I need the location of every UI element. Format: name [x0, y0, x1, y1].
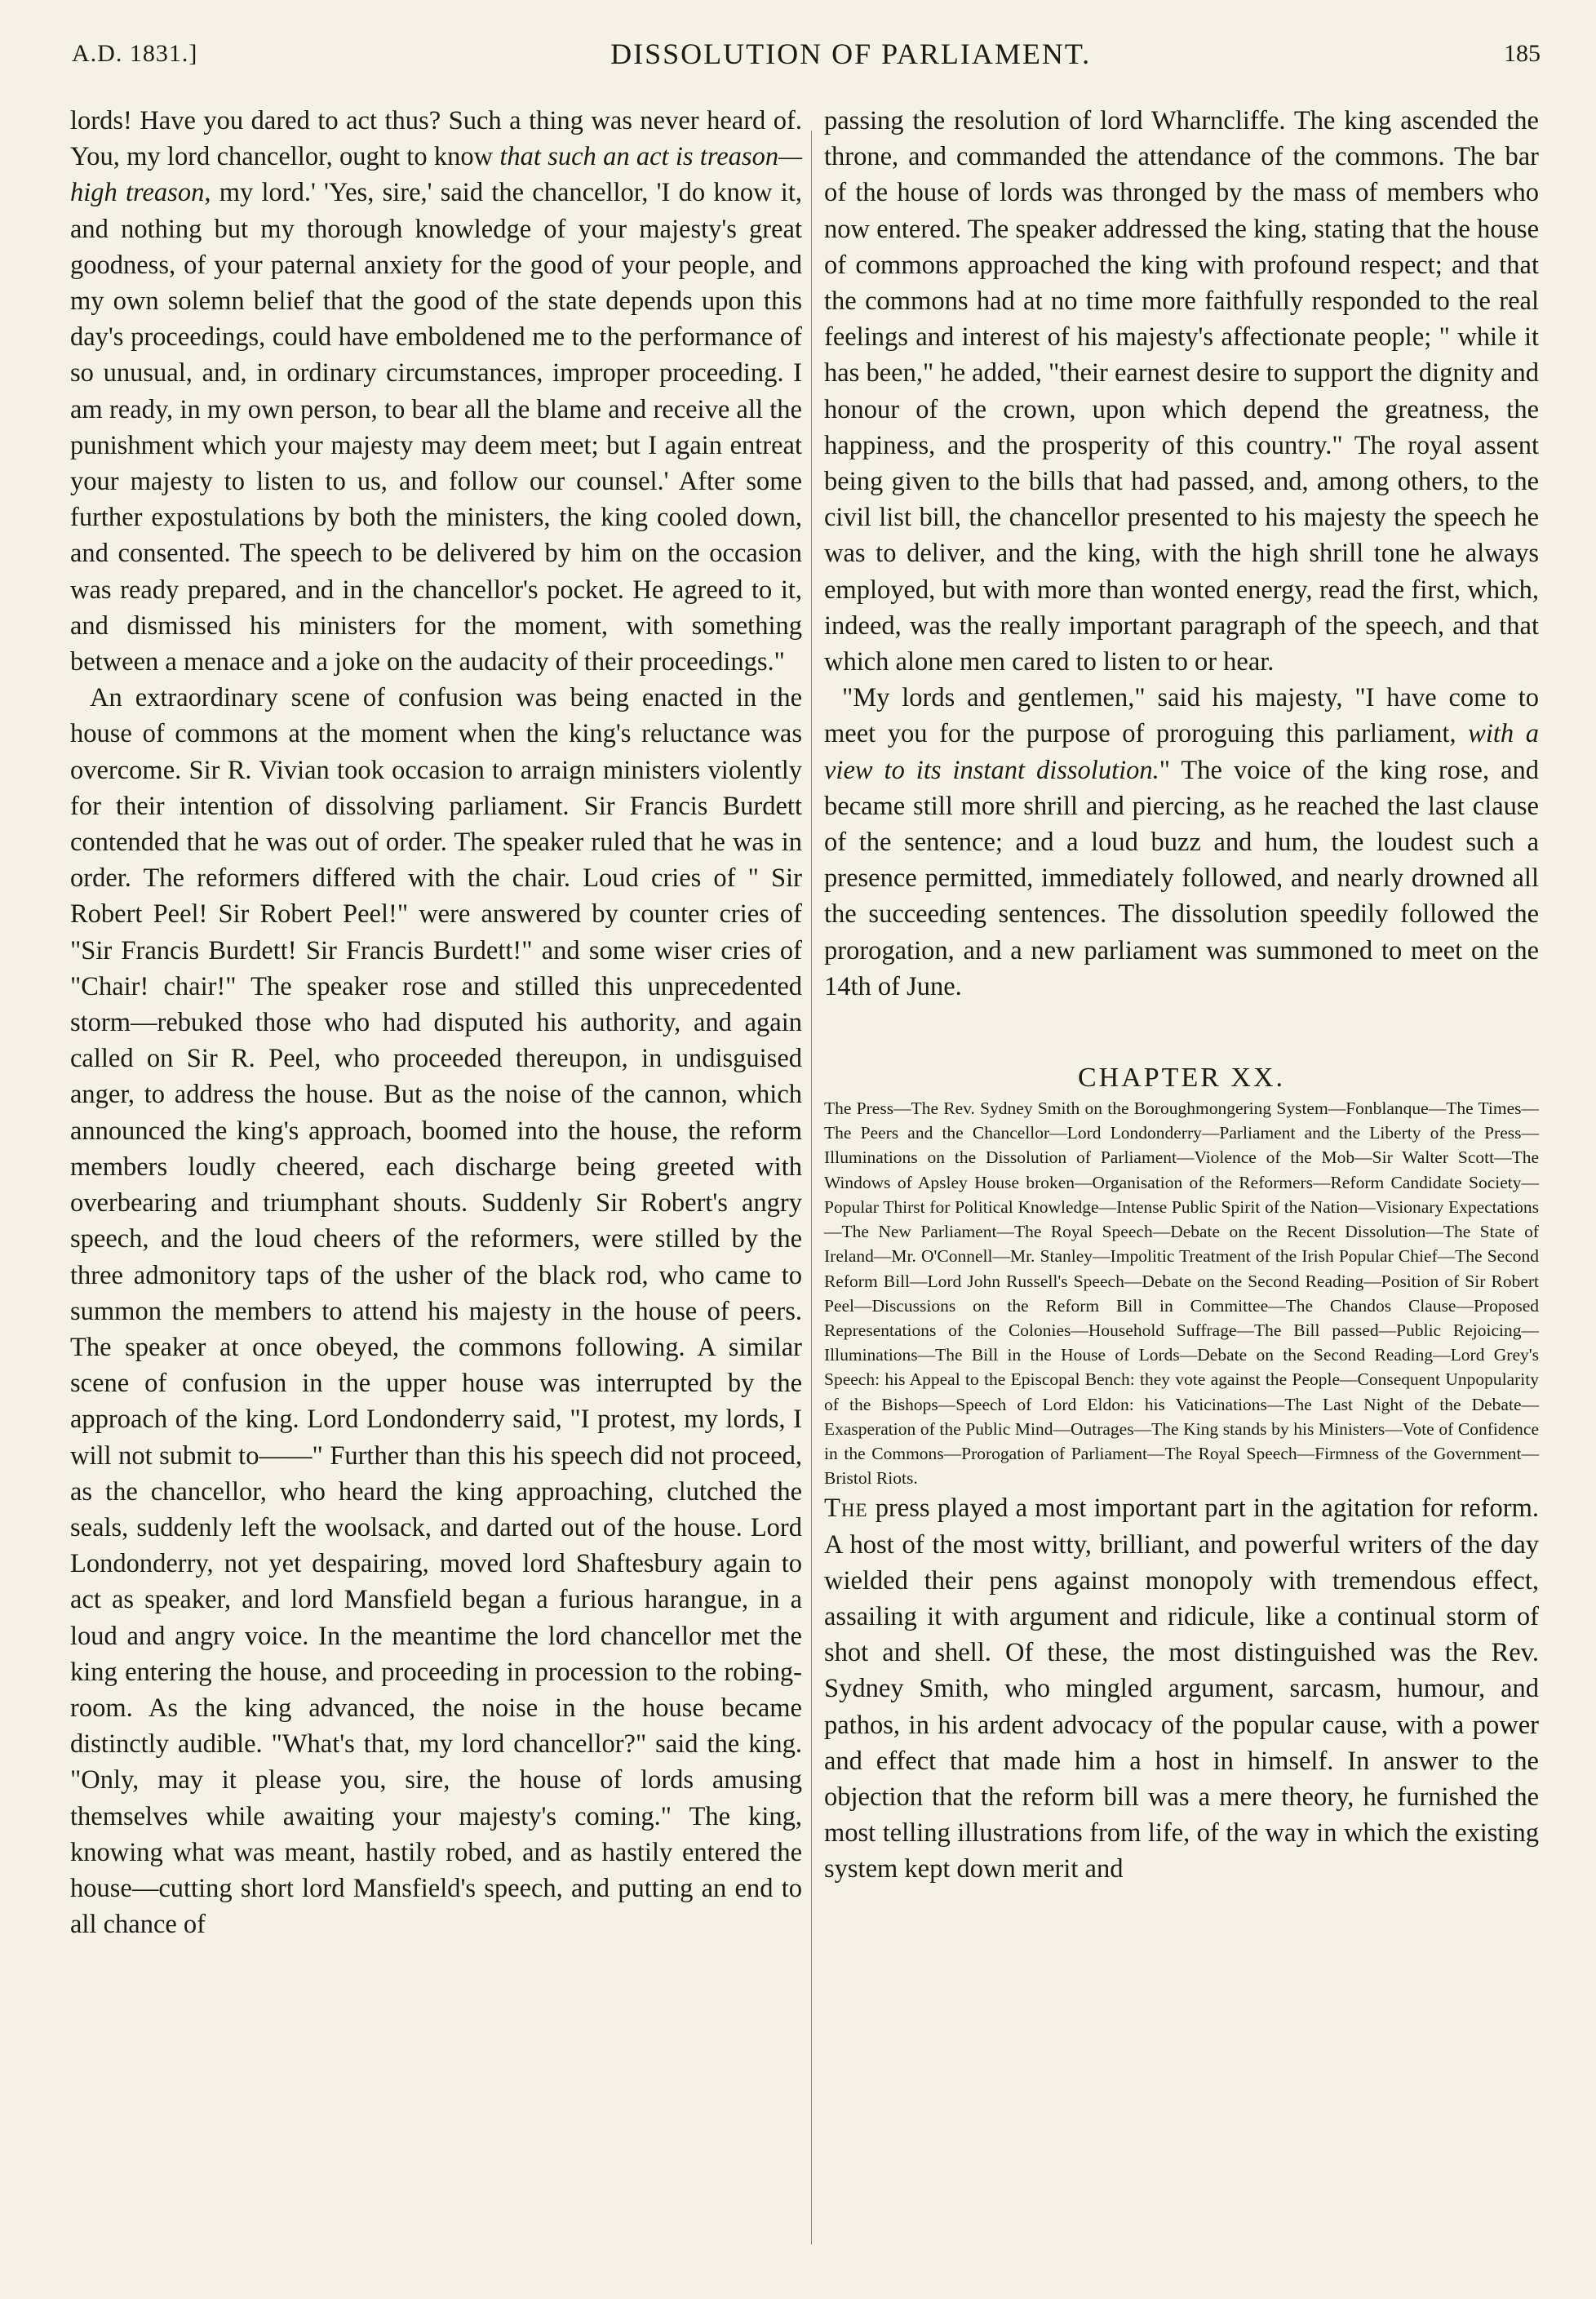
right-paragraph-3	[824, 1490, 1539, 1887]
running-head	[72, 31, 1541, 77]
left-paragraph-2: An extraordinary scene of confusion was being enacted in the house of commons at the moment when the king's reluctance was overcome. Sir R. Vivian took occasion to arraign ministers violently for their intention of dissolving parliament. Sir Francis Burdett contended that he was out of order. The speaker ruled that he was in order. The reformers differed with the chair. Loud cries of " Sir Robert Peel! Sir Robert Peel!" were answered by counter cries of "Sir Francis Burdett! Sir Francis Burdett!" and some wiser cries of "Chair! chair!" The speaker rose and stilled this unprecedented storm—rebuked those who had disputed his authority, and again called on Sir R. Peel, who proceeded thereupon, in undisguised anger, to address the house. But as the noise of the cannon, which announced the king's approach, boomed into the house, the reform members loudly cheered, each discharge being greeted with overbearing and triumphant shouts. Suddenly Sir Robert's angry speech, and the loud cheers of the reformers, were stilled by the three admonitory taps of the usher of the black rod, who came to summon the members to attend his majesty in the house of peers. The speaker at once obeyed, the commons following. A similar scene of confusion in the upper house was interrupted by the approach of the king. Lord Londonderry said, "I protest, my lords, I will not submit to——" Further than this his speech did not proceed, as the chancellor, who heard the king approaching, clutched the seals, suddenly left the woolsack, and darted out of the house. Lord Londonderry, not yet despairing, moved lord Shaftesbury again to act as speaker, and lord Mansfield began a furious harangue, in a loud and angry voice. In the meantime the lord chancellor met the king entering the house, and proceeding in procession to the robing-room. As the king advanced, the noise in the house became distinctly audible. "What's that, my lord chancellor?" said the king. "Only, may it please you, sire, the house of lords amusing themselves while awaiting your majesty's coming." The king, knowing what was meant, hastily robed, and as hastily entered the house—cutting short lord Mansfield's speech, and putting an end to all chance of	[70, 683, 802, 1940]
lead-word: The	[824, 1493, 868, 1524]
right-p2-text-a: "My lords and gentlemen," said his majesty, "I have come to meet you for the purpose of proroguing this parliament,	[824, 683, 1539, 749]
right-paragraph-2	[824, 680, 1539, 1005]
right-p2-italic: with a view to its instant dissolution.	[824, 719, 1539, 785]
page-number: 185	[1503, 40, 1541, 67]
column-divider	[811, 131, 812, 2244]
header-title: DISSOLUTION OF PARLIAMENT.	[610, 38, 1092, 70]
header-date: A.D. 1831.]	[72, 40, 198, 67]
left-p1-italic: that such an act is treason—high treason	[70, 142, 802, 208]
right-paragraph-1: passing the resolution of lord Wharncliffe. The king ascended the throne, and commanded the attendance of the commons. The bar of the house of lords was thronged by the mass of members who now entered. The speaker addressed the king, stating that the house of commons approached the king with profound respect; and that the commons had at no time more faithfully responded to the real feelings and interest of his majesty's affectionate people; " while it has been," he added, "their earnest desire to support the dignity and honour of the crown, upon which depend the greatness, the happiness, and the prosperity of this country." The royal assent being given to the bills that had passed, and, among others, to the civil list bill, the chancellor presented to his majesty the speech he was to deliver, and the king, with the high shrill tone he always employed, but with more than wonted energy, read the first, which, indeed, was the really important paragraph of the speech, and that which alone men cared to listen to or hear.	[824, 106, 1539, 677]
left-column	[70, 103, 802, 1942]
right-column	[824, 103, 1539, 1888]
chapter-summary: The Press—The Rev. Sydney Smith on the Boroughmongering System—Fonblanque—The Times—The Peers and the Chancellor—Lord Londonderry—Parliament and the Liberty of the Press—Illuminations on the Dissolution of Parliament—Violence of the Mob—Sir Walter Scott—The Windows of Apsley House broken—Organisation of the Reformers—Reform Candidate Society—Popular Thirst for Political Knowledge—Intense Public Spirit of the Nation—Visionary Expectations—The New Parliament—The Royal Speech—Debate on the Recent Dissolution—The State of Ireland—Mr. O'Connell—Mr. Stanley—Impolitic Treatment of the Irish Popular Chief—The Second Reform Bill—Lord John Russell's Speech—Debate on the Second Reading—Position of Sir Robert Peel—Discussions on the Reform Bill in Committee—The Chandos Clause—Proposed Representations of the Colonies—Household Suffrage—The Bill passed—Public Rejoicing—Illuminations—The Bill in the House of Lords—Debate on the Second Reading—Lord Grey's Speech: his Appeal to the Episcopal Bench: they vote against the People—Consequent Unpopularity of the Bishops—Speech of Lord Eldon: his Vaticinations—The Last Night of the Debate—Exasperation of the Public Mind—Outrages—The King stands by his Ministers—Vote of Confidence in the Commons—Prorogation of Parliament—The Royal Speech—Firmness of the Government—Bristol Riots.	[824, 1098, 1539, 1489]
right-p2-text-b: " The voice of the king rose, and became still more shrill and piercing, as he reached the last clause of the sentence; and a loud buzz and hum, the loudest such a presence permitted, immediately followed, and nearly drowned all the succeeding sentences. The dissolution speedily followed the prorogation, and a new parliament was summoned to meet on the 14th of June.	[824, 755, 1539, 1001]
right-p3-text: press played a most important part in the agitation for reform. A host of the most witty, brilliant, and powerful writers of the day wielded their pens against monopoly with tremendous effect, assailing it with argument and ridicule, like a continual storm of shot and shell. Of these, the most distinguished was the Rev. Sydney Smith, who mingled argument, sarcasm, humour, and pathos, in his ardent advocacy of the popular cause, with a power and effect that made him a host in himself. In answer to the objection that the reform bill was a mere theory, he furnished the most telling illustrations from life, of the way in which the existing system kept down merit and	[824, 1493, 1539, 1884]
left-paragraph-1	[70, 103, 802, 680]
left-p1-text-b: , my lord.' 'Yes, sire,' said the chancellor, 'I do know it, and nothing but my thorough knowledge of your majesty's great goodness, of your paternal anxiety for the good of your people, and my own solemn belief that the good of the state depends upon this day's proceedings, could have emboldened me to the performance of so unusual, and, in ordinary circumstances, improper proceeding. I am ready, in my own person, to bear all the blame and receive all the punishment which your majesty may deem meet; but I again entreat your majesty to listen to us, and follow our counsel.' After some further expostulations by both the ministers, the king cooled down, and consented. The speech to be delivered by him on the occasion was ready prepared, and in the chancellor's pocket. He agreed to it, and dismissed his ministers for the moment, with something between a menace and a joke on the audacity of their proceedings."	[70, 178, 802, 677]
chapter-spacer	[824, 1005, 1539, 1060]
left-p1-text-a: lords! Have you dared to act thus? Such a thing was never heard of. You, my lord chancellor, ought to know	[70, 106, 802, 172]
chapter-title: CHAPTER XX.	[1077, 1063, 1286, 1094]
